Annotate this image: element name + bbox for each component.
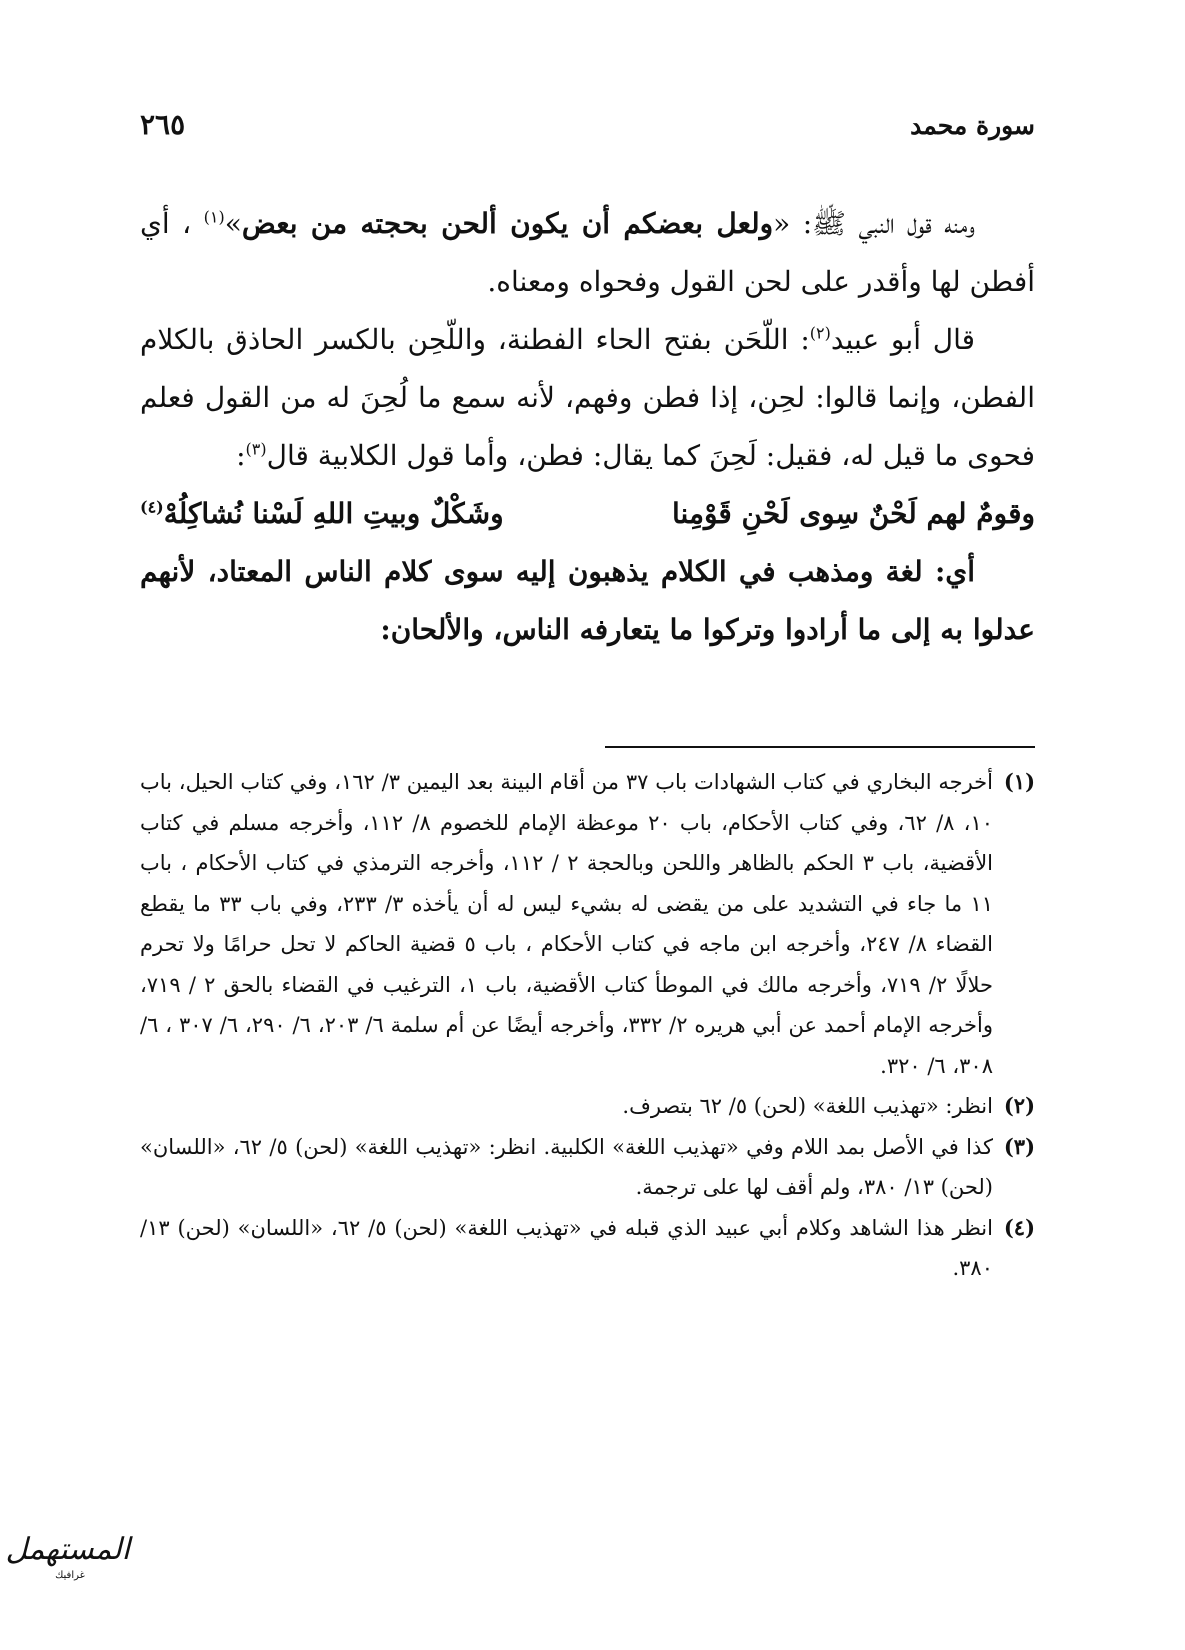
p2-colon: : [236, 439, 246, 472]
chapter-title: سورة محمد [910, 111, 1035, 140]
footnote-2 [140, 1086, 1035, 1127]
watermark-logo [5, 1530, 130, 1595]
footnote-ref-4: (٤) [140, 497, 164, 517]
footnote-ref-1: (١) [203, 207, 225, 227]
footnote-text: انظر: «تهذيب اللغة» (لحن) ٥/ ٦٢ بتصرف. [622, 1094, 993, 1118]
hadith-quote: ولعل بعضكم أن يكون ألحن بحجته من بعض [241, 207, 774, 240]
p2-body: : اللّحَن بفتح الحاء الفطنة، واللّحِن بالكسر الحاذق بالكلام الفطن، وإنما قالوا: لحِن، إذا فطن وفهم، لأنه سمع ما لُحِنَ له من القول فعلم فحوى ما قيل له، فقيل: لَحِنَ كما يقال: فطن، وأما قول الكلابية قال [140, 323, 1035, 472]
verse-second-hemistich: وشَكْلٌ وبيتِ اللهِ لَسْنا نُشاكِلُهْ [163, 497, 504, 530]
paragraph-3: أي: لغة ومذهب في الكلام يذهبون إليه سوى كلام الناس المعتاد، لأنهم عدلوا به إلى ما أرادوا وتركوا ما يتعارفه الناس، والألحان: [140, 555, 1035, 646]
page-header [140, 108, 1035, 141]
footnotes [140, 762, 1035, 1289]
page-number: ٢٦٥ [140, 108, 186, 141]
paragraph-1 [140, 195, 1035, 311]
footnote-text: أخرجه البخاري في كتاب الشهادات باب ٣٧ من أقام البينة بعد اليمين ٣/ ١٦٢، وفي كتاب الحيل، باب ١٠، ٨/ ٦٢، وفي كتاب الأحكام، باب ٢٠ موعظة الإمام للخصوم ٨/ ١١٢، وأخرجه مسلم في كتاب الأقضية، باب ٣ الحكم بالظاهر واللحن وبالحجة ٢ / ١١٢، وأخرجه الترمذي في كتاب الأحكام ، باب ١١ ما جاء في التشديد على من يقضى له بشيء ليس له أن يأخذه ٣/ ٢٣٣، وفي باب ٣٣ ما يقطع القضاء ٨/ ٢٤٧، وأخرجه ابن ماجه في كتاب الأحكام ، باب ٥ قضية الحاكم لا تحل حرامًا ولا تحرم حلالًا ٢/ ٧١٩، وأخرجه مالك في الموطأ كتاب الأقضية، باب ١، الترغيب في القضاء بالحق ٢ / ٧١٩، وأخرجه الإمام أحمد عن أبي هريره ٢/ ٣٣٢، وأخرجه أيضًا عن أم سلمة ٦/ ٢٠٣، ٦/ ٢٩٠، ٦/ ٣٠٧ ، ٦/ ٣٠٨، ٦/ ٣٢٠. [140, 770, 994, 1078]
poetry-verse [140, 485, 1035, 543]
main-text [140, 195, 1035, 659]
logo-signature: المستهمل [5, 1532, 130, 1567]
footnote-ref-3: (٣) [245, 439, 267, 459]
footnote-1 [140, 762, 1035, 1086]
p1-close-quote: » [224, 207, 242, 240]
logo-subtext: غرافيك [55, 1570, 85, 1581]
footnote-separator [605, 746, 1035, 748]
footnote-number: (٤) [1003, 1214, 1035, 1240]
paragraph-2 [140, 311, 1035, 485]
footnote-3 [140, 1127, 1035, 1208]
footnote-number: (١) [1003, 769, 1035, 794]
footnote-ref-2: (٢) [809, 323, 831, 343]
p2-intro: قال أبو عبيد [830, 323, 975, 356]
verse-first-hemistich: وقومٌ لهم لَحْنٌ سِوى لَحْنِ قَوْمِنا [671, 497, 1035, 530]
footnote-text: كذا في الأصل بمد اللام وفي «تهذيب اللغة» الكلبية. انظر: «تهذيب اللغة» (لحن) ٥/ ٦٢، «اللسان» (لحن) ١٣/ ٣٨٠، ولم أقف لها على ترجمة. [140, 1134, 994, 1199]
p1-intro: ومنه قول النبي ﷺ: « [773, 207, 975, 240]
footnote-4 [140, 1208, 1035, 1289]
verse-second-hemistich-wrap [140, 485, 504, 543]
p1-rest: ، أي أفطن لها وأقدر على لحن القول وفحواه ومعناه. [140, 207, 1035, 298]
footnote-number: (٣) [1003, 1133, 1035, 1159]
footnote-number: (٢) [1003, 1093, 1035, 1118]
footnote-text: انظر هذا الشاهد وكلام أبي عبيد الذي قبله في «تهذيب اللغة» (لحن) ٥/ ٦٢، «اللسان» (لحن) ١٣/ ٣٨٠. [140, 1215, 993, 1280]
